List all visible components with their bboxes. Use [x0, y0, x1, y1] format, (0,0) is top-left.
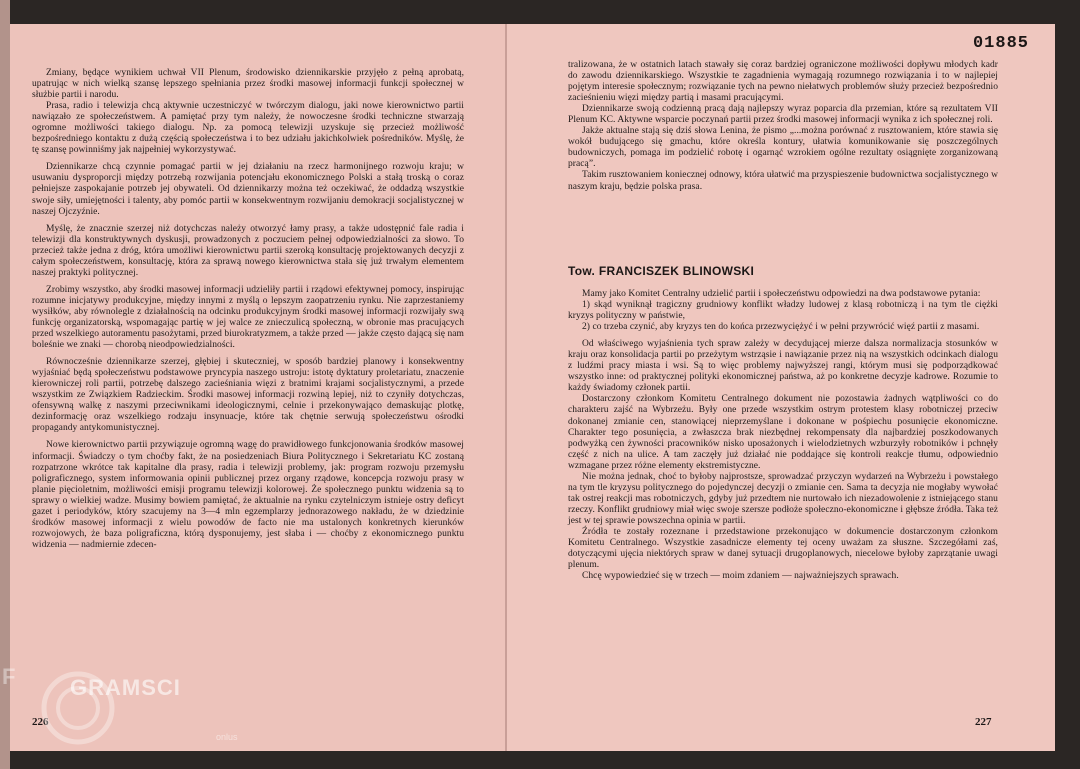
page-number-left: 226 — [32, 716, 49, 728]
paragraph: Od właściwego wyjaśnienia tych spraw zależy w decydującej mierze dalsza normalizacja stosunków w kraju oraz konsolidacja partii po przeżytym wstrząsie i nawiązanie przez nią na wszystkich odcinkach dialogu z ludźmi pracy miasta i wsi. Są to więc problemy najwyższej rangi, którym musi się podporządkować wszystko inne: od praktycznej polityki ekonomicznej państwa, aż po konkretne decyzje kadrowe. Rozumie to każdy świadomy członek partii. — [568, 339, 998, 394]
paragraph: Chcę wypowiedzieć się w trzech — moim zdaniem — najważniejszych sprawach. — [582, 571, 899, 582]
paragraph: Mamy jako Komitet Centralny udzielić partii i społeczeństwu odpowiedzi na dwa podstawowe pytania: — [582, 289, 981, 299]
paragraph: Równocześnie dziennikarze szerzej, głębiej i skuteczniej, w sposób bardziej planowy i konsekwentny wyjaśniać będą społeczeństwu podstawowe pryncypia naszego ustroju: istotę dyktatury proletariatu, znaczenie kierowniczej roli partii, potrzebę dalszego zacieśniania więzi z bratnimi krajami socjalistycznymi, a przede wszystkim ze Związkiem Radzieckim. Środki masowej informacji rozwiną lepiej, niż to czyniły dotychczas, ofensywną walkę z naszymi przeciwnikami ideologicznymi, celnie i przekonywająco demaskując plotkę, dezinformację oraz wszelkiego rodzaju insynuacje, które tak chętnie serwują społeczeństwu ośrodki propagandy antykomunistycznej. — [32, 357, 464, 434]
paragraph: 1) skąd wyniknął tragiczny grudniowy konflikt władzy ludowej z klasą robotniczą i na tym tle ciężki kryzys polityczny w państwie, — [568, 300, 998, 322]
paragraph: Dziennikarze swoją codzienną pracą dają najlepszy wyraz poparcia dla przemian, które są rezultatem VII Plenum KC. Aktywne wsparcie poczynań partii przez środki masowej informacji wynika z ich społecznej roli. — [568, 104, 998, 126]
paragraph: Zmiany, będące wynikiem uchwał VII Plenum, środowisko dziennikarskie przyjęło z pełną aprobatą, upatrując w nich wielką szansę lepszego spełniania przez środki masowej informacji funkcji społecznej w służbie partii i narodu. — [32, 68, 464, 101]
paragraph: Dostarczony członkom Komitetu Centralnego dokument nie pozostawia żadnych wątpliwości co do charakteru zajść na Wybrzeżu. Były one przede wszystkim ostrym protestem klasy robotniczej przeciw dokonanej zmianie cen, stanowiącej nieprzemyślane i dokonane w pośpiechu posunięcie ekonomiczne. Charakter tego posunięcia, a zwłaszcza brak niezbędnej rekompensaty dla najbardziej poszkodowanych podwyżką cen żywności pracowników nisko uposażonych i wielodzietnych wzburzyły robotników i pchnęły część z nich na ulice. A tam zaczęły już działać nie poddające się kontroli reakcje tłumu, odpowiednio wzmagane przez różne elementy ekstremistyczne. — [568, 394, 998, 471]
speaker-heading: Tow. FRANCISZEK BLINOWSKI — [568, 264, 755, 278]
paragraph: Takim rusztowaniem koniecznej odnowy, która ułatwić ma przyspieszenie budownictwa socjalistycznego w naszym kraju, będzie polska prasa. — [568, 170, 998, 192]
paragraph: Nowe kierownictwo partii przywiązuje ogromną wagę do prawidłowego funkcjonowania środków masowej informacji. Świadczy o tym choćby fakt, że na posiedzeniach Biura Politycznego i Sekretariatu KC zostaną rozpatrzone wkrótce tak kapitalne dla prasy, radia i telewizji problemy, jak: program rozwoju przemysłu poligraficznego, system informowania opinii publicznej przez organy rządowe, koncepcja rozwoju prasy w planie pięcioletnim, możliwości emisji programu telewizji kolorowej. Że społecznego punktu widzenia są to sprawy o wielkiej wadze. Musimy bowiem pamiętać, że aktualnie na rynku czytelniczym istnieje ostry deficyt gazet i periodyków, który szacujemy na 3—4 mln egzemplarzy jednorazowego nakładu, że w dziedzinie środków masowej informacji z wielu powodów de facto nie ma ustalonych konkretnych kierunków rozwojowych, że baza poligraficzna, którą dysponujemy, jest słaba i — choćby z ekonomicznego punktu widzenia — nadmiernie zdecen- — [32, 440, 464, 550]
page-number-right: 227 — [975, 716, 992, 728]
paragraph: Myślę, że znacznie szerzej niż dotychczas należy otworzyć łamy prasy, a także udostępnić fale radia i telewizji dla konstruktywnych dyskusji, prowadzonych z poczuciem pełnej odpowiedzialności za słowo. To przecież także jedna z dróg, która umożliwi kierownictwu partii szeroką konsultację projektowanych decyzji z całym społeczeństwem, konsultację, która za sprawą nowego kierownictwa stała się już trwałym elementem naszej praktyki politycznej. — [32, 223, 464, 278]
paragraph: 2) co trzeba czynić, aby kryzys ten do końca przezwyciężyć i w pełni przywrócić więź partii z masami. — [582, 322, 980, 333]
paragraph: Prasa, radio i telewizja chcą aktywnie uczestniczyć w twórczym dialogu, jaki nowe kierownictwo partii nawiązało ze społeczeństwem. A pamiętać przy tym należy, że nowoczesne środki techniczne stwarzają ogromne możliwości takiego dialogu. Np. za pomocą telewizji uzyskuje się przecież możliwość bezpośredniego kontaktu z dużą częścią społeczeństwa i to bez udziału jakichkolwiek pośredników. Myślę, że tę szansę powinniśmy jak najpełniej wykorzystywać. — [32, 101, 464, 156]
paragraph: tralizowana, że w ostatnich latach stawały się coraz bardziej ograniczone możliwości dopływu młodych kadr do zawodu dziennikarskiego. Wszystkie te zagadnienia wymagają rozumnego rozwiązania i to w najlepiej pojętym interesie społecznym; rozwiązanie tych na pewno niełatwych problemów służy przecież bezpośrednio zacieśnieniu więzi między partią i masami pracującymi. — [568, 60, 998, 104]
right-page-bottom-text — [568, 289, 998, 582]
paragraph: Dziennikarze chcą czynnie pomagać partii w jej działaniu na rzecz harmonijnego rozwoju kraju; w usuwaniu dysproporcji między potrzebą rozwijania potencjału ekonomicznego Polski a stałą troską o coraz pełniejsze zaspokajanie potrzeb jej obywateli. Od dziennikarzy można też oczekiwać, że oddadzą wszystkie swoje siły, umiejętności i talenty, aby pomóc partii w konsekwentnym rozwijaniu demokracji socjalistycznej w naszej Ojczyźnie. — [32, 162, 464, 217]
watermark-sub: onlus — [216, 732, 238, 742]
left-page-text — [32, 68, 464, 551]
paragraph: Nie można jednak, choć to byłoby najprostsze, sprowadzać przyczyn wydarzeń na Wybrzeżu i powstałego na tym tle kryzysu politycznego do pojedynczej decyzji o zmianie cen. Sama ta decyzja nie mogłaby wywołać tak ostrej reakcji mas robotniczych, gdyby już przedtem nie nurtowało ich niezadowolenie z istniejącego stanu rzeczy. Konflikt grudniowy miał więc swoje szersze podłoże społeczno-ekonomiczne i głębsze źródła. Taka też jest w tej sprawie powszechna opinia w partii. — [568, 471, 998, 526]
document-spread — [10, 24, 1055, 751]
document-number: 01885 — [972, 34, 1029, 53]
watermark-brand: GRAMSCI — [70, 675, 181, 700]
paragraph: Zrobimy wszystko, aby środki masowej informacji udzieliły partii i rządowi efektywnej pomocy, inspirując rozumne inicjatywy produkcyjne, między innymi z myślą o lepszym zaopatrzeniu rynku. Nie zaprzestaniemy wysiłków, aby równolegle z działalnością na odcinku produkcyjnym środki masowej informacji rozwijały swą funkcję organizatorską, wspomagając partię w jej walce ze znieczulicą społeczną, w obronie mas pracujących przed wszelkiego autoramentu pasożytami, przed biurokratyzmem, a także przed — jakże często dającą się nam boleśnie we znaki — chorobą nieodpowiedzialności. — [32, 284, 464, 351]
book-binding-edge — [0, 0, 10, 769]
right-page-top-text — [568, 60, 998, 193]
left-page — [10, 24, 507, 751]
paragraph: Źródła te zostały rozeznane i przedstawione przekonująco w dokumencie dostarczonym członkom Komitetu Centralnego. Wszystkie zasadnicze elementy tej oceny uważam za słuszne. Szczegółami zaś, dotyczącymi ujęcia niektórych spraw w danej sytuacji drugoplanowych, niecelowe byłoby zaprzątanie uwagi plenum. — [568, 526, 998, 571]
right-page — [507, 24, 1055, 751]
watermark-prefix: F — [2, 664, 16, 689]
paragraph: Jakże aktualne stają się dziś słowa Lenina, że pismo „...można porównać z rusztowaniem, które stawia się wokół budującego się gmachu, które określa kontury, ułatwia komunikowanie się poszczególnych budowniczych, pomaga im podzielić robotę i ogarnąć wzrokiem ogólne rezultaty osiągnięte zorganizowaną pracą”. — [568, 126, 998, 170]
